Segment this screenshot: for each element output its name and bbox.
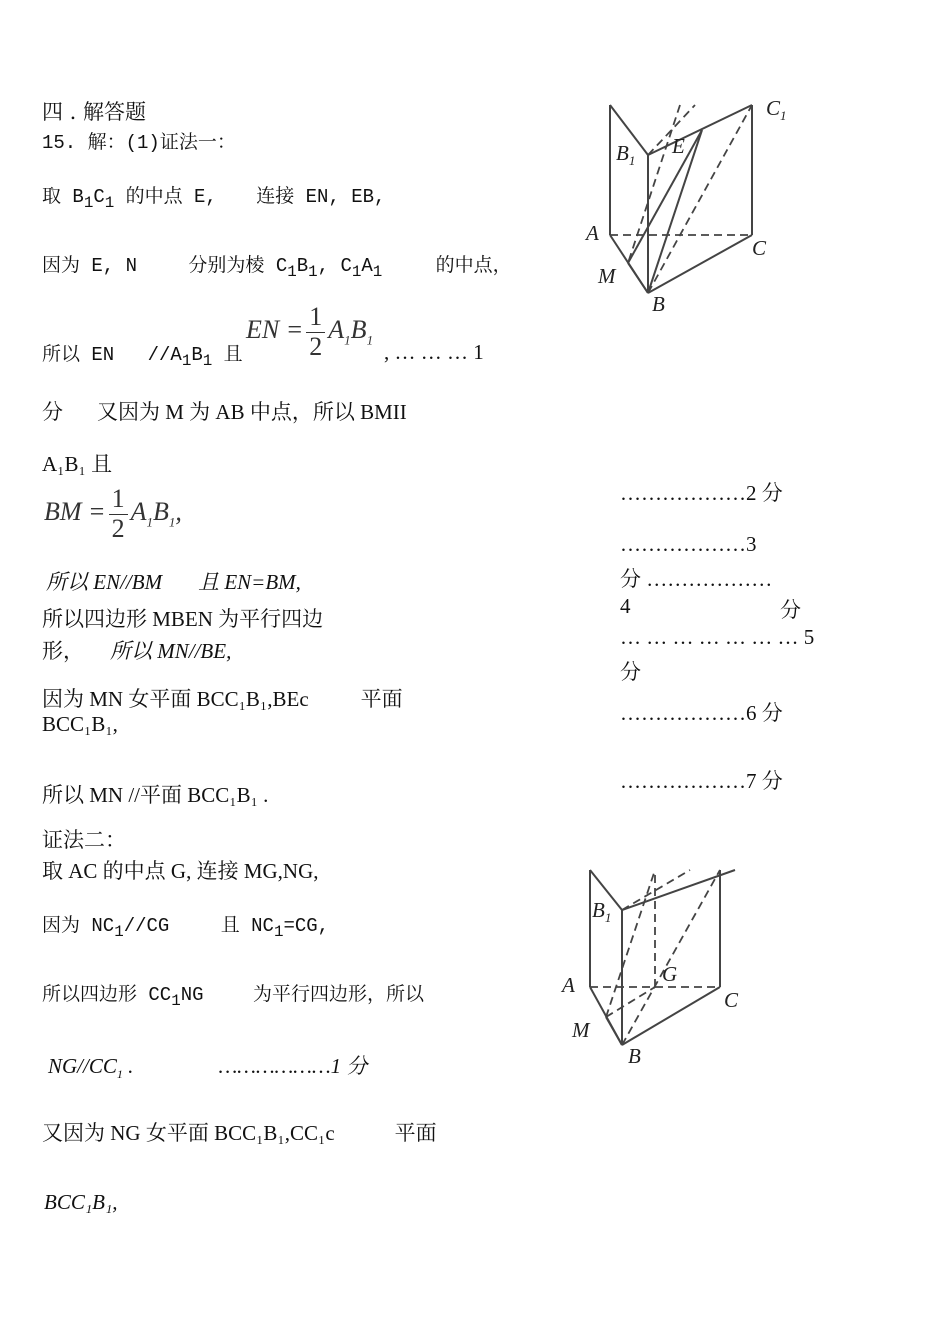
m2-line6: BCC₁B₁, bbox=[44, 1190, 118, 1214]
score-5b: 分 bbox=[620, 660, 641, 684]
score-3b: 分 ……………… bbox=[620, 567, 773, 591]
label-m: M bbox=[572, 1018, 590, 1042]
label-c: C bbox=[752, 236, 767, 260]
prism-figure-2 bbox=[560, 865, 775, 1070]
en-formula: EN = $\frac{1}{2}$ $A_1B_1$ bbox=[246, 302, 374, 361]
label-b1: $B_1$ bbox=[592, 898, 612, 925]
m1-line8: 形， 所以 MN//BE, bbox=[42, 639, 232, 663]
label-b: B bbox=[628, 1044, 641, 1068]
label-a: A bbox=[562, 973, 575, 997]
score-4b: 分 bbox=[780, 598, 801, 622]
m2-title: 证法二： bbox=[42, 828, 126, 852]
score-7: ………………7 分 bbox=[620, 769, 783, 793]
m2-line2: 因为 $NC_1//CG$ 且 $NC_1=CG$, bbox=[42, 915, 330, 941]
m1-line3: 所以 EN $//A_1B_1$ 且 bbox=[42, 344, 243, 370]
m1-line4: 分 又因为 M 为 AB 中点，所以 BMII bbox=[42, 400, 407, 424]
m1-line9-cont: BCC₁B₁, bbox=[42, 712, 118, 736]
label-b: B bbox=[652, 292, 665, 316]
m1-line6: 所以 EN//BM 且 EN=BM, bbox=[46, 570, 301, 594]
label-m: M bbox=[598, 264, 616, 288]
score-4a: 4 bbox=[620, 594, 631, 618]
m2-line1: 取 AC 的中点 G, 连接 MG,NG, bbox=[42, 859, 319, 883]
edge-mn bbox=[606, 870, 655, 1017]
m1-line1: 取 $B_1C_1$ 的中点 E, 连接 EN, EB, bbox=[42, 186, 386, 212]
edge-mb bbox=[606, 1017, 622, 1045]
m2-line3: 所以四边形 $CC_1NG$ 为平行四边形，所以 bbox=[42, 984, 424, 1010]
label-a: A bbox=[586, 221, 599, 245]
score-3a: ………………3 bbox=[620, 532, 757, 556]
label-c1: $C_1$ bbox=[766, 96, 787, 123]
label-g: G bbox=[662, 962, 678, 986]
edge-bc bbox=[622, 987, 720, 1045]
prism-figure-1 bbox=[580, 95, 790, 320]
edge-b1c1 bbox=[648, 105, 752, 155]
label-b1: $B_1$ bbox=[616, 141, 636, 168]
m1-line9: 因为 MN 女平面 BCC₁B₁,BEc 平面 bbox=[42, 687, 403, 711]
label-e: E bbox=[672, 134, 685, 158]
edge-bc1 bbox=[622, 870, 720, 1045]
label-c: C bbox=[724, 988, 739, 1012]
bm-formula: BM = $\frac{1}{2}$ $A_1B_1$, bbox=[44, 484, 182, 543]
m1-line5: A₁B₁ 且 bbox=[42, 452, 113, 476]
section-title: 四 . 解答题 bbox=[42, 100, 147, 124]
m1-line3-dots: , … … … 1 bbox=[384, 340, 484, 364]
score-5: … … … … … … … 5 bbox=[620, 625, 815, 649]
m2-line5: 又因为 NG 女平面 BCC₁B₁,CC₁c 平面 bbox=[42, 1121, 437, 1145]
m2-line4: $NG//CC_1$ . ………………1 分 bbox=[48, 1054, 368, 1082]
edge-mb bbox=[628, 263, 648, 293]
m1-line10: 所以 MN //平面 BCC₁B₁ . bbox=[42, 783, 269, 807]
m1-line7: 所以四边形 MBEN 为平行四边 bbox=[42, 607, 324, 631]
m1-line2: 因为 E, N 分别为棱 $C_1B_1$, $C_1A_1$ 的中点， bbox=[42, 255, 512, 281]
problem-line: 15. 解：(1)证法一： bbox=[42, 132, 236, 154]
edge-mg bbox=[606, 987, 655, 1017]
score-6: ………………6 分 bbox=[620, 701, 783, 725]
score-2: ………………2 分 bbox=[620, 481, 783, 505]
